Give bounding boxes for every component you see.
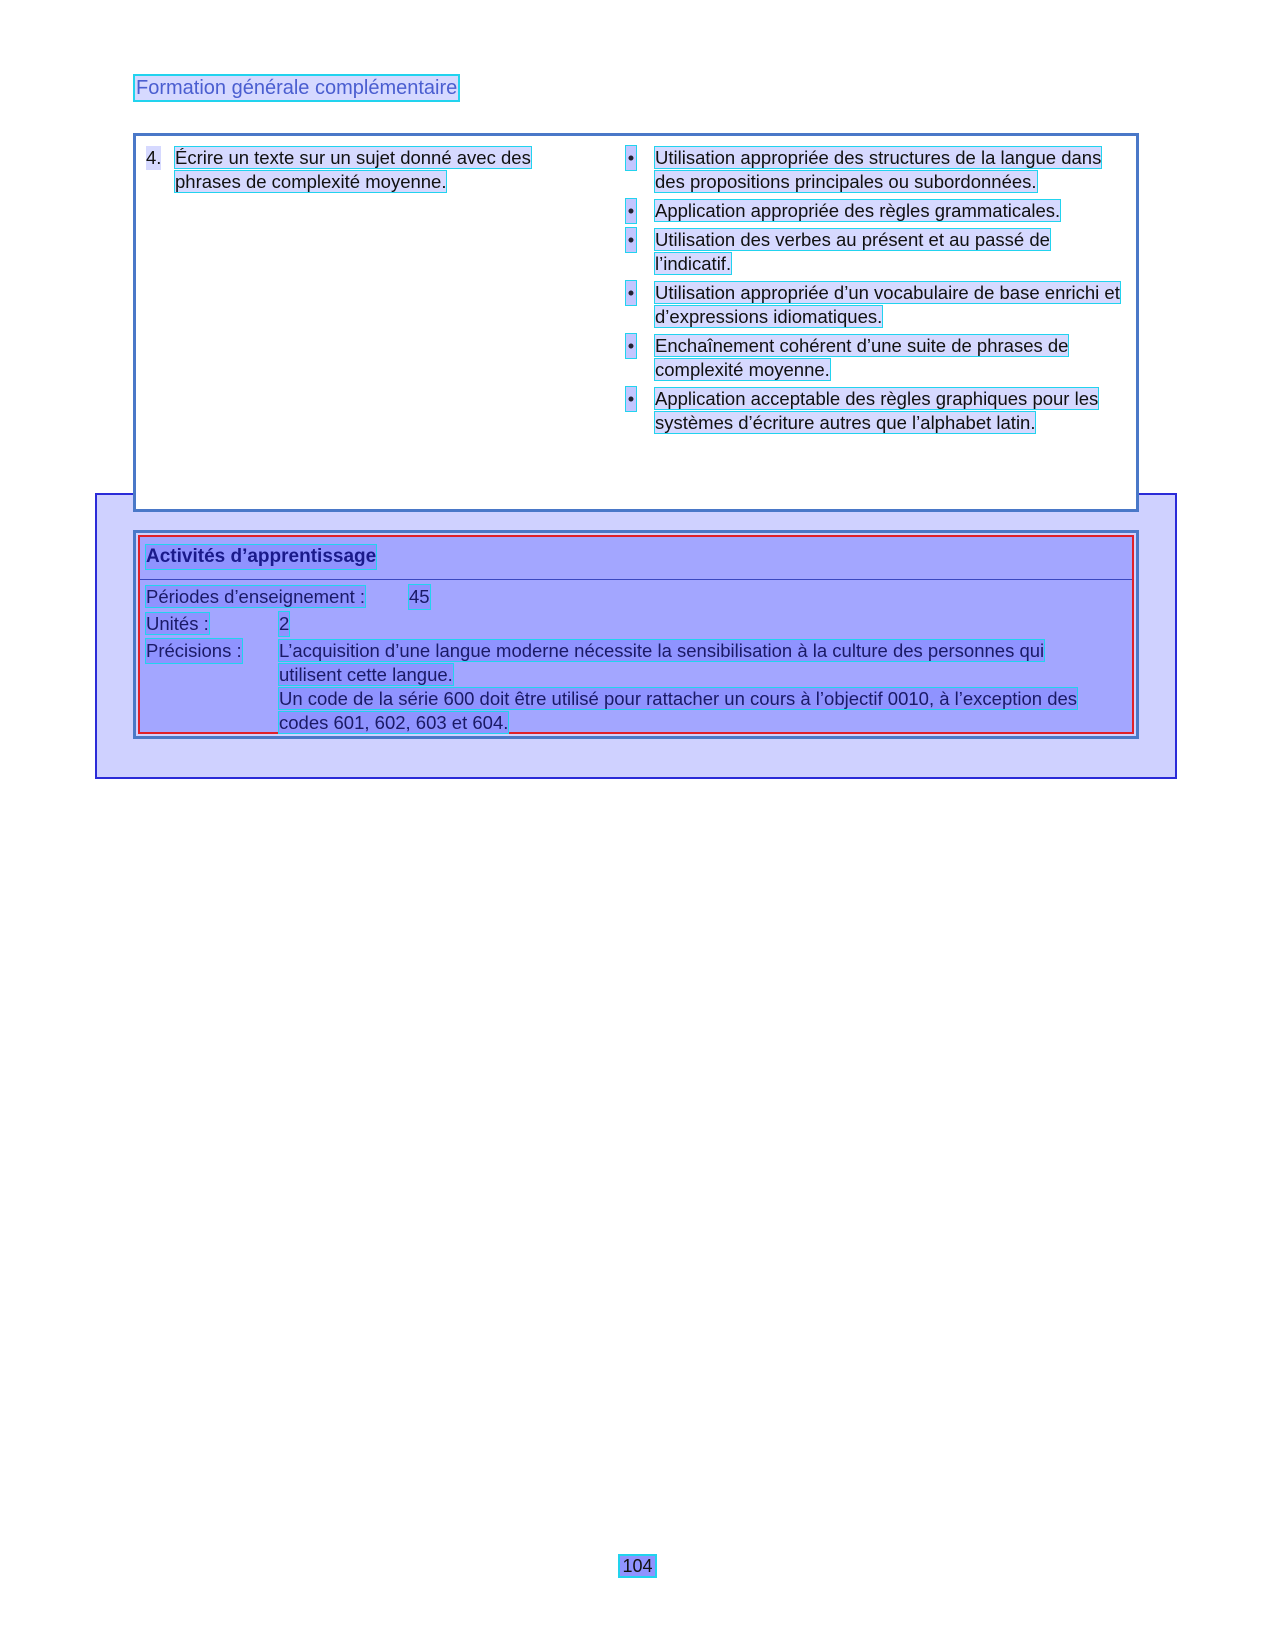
criteria-item	[626, 334, 1126, 382]
units-label: Unités :	[146, 613, 209, 634]
criteria-item-text: Utilisation appropriée d’un vocabulaire de base enrichi et d’expressions idiomatiques.	[655, 282, 1120, 327]
objective-text	[175, 146, 621, 194]
units-value: 2	[279, 613, 290, 634]
precisions-paragraph-1: L’acquisition d’une langue moderne nécessite la sensibilisation à la culture des personnes qui utilisent cette langue.	[279, 640, 1045, 685]
precisions-paragraph-2: Un code de la série 600 doit être utilisé pour rattacher un cours à l’objectif 0010, à l’exception des codes 601, 602, 603 et 604.	[279, 688, 1078, 733]
criteria-item	[626, 387, 1126, 435]
precisions-label: Précisions :	[146, 640, 242, 661]
objective-text-line-2: phrases de complexité moyenne.	[175, 171, 447, 192]
precisions-text	[279, 639, 1109, 735]
bullet-icon: •	[627, 388, 635, 409]
objective-table	[133, 133, 1139, 512]
criteria-item	[626, 281, 1126, 329]
bullet-icon: •	[627, 200, 635, 221]
bullet-icon: •	[627, 282, 635, 303]
criteria-item-text: Utilisation des verbes au présent et au passé de l’indicatif.	[655, 229, 1050, 274]
criteria-item-text: Utilisation appropriée des structures de la langue dans des propositions principales ou subordonnées.	[655, 147, 1102, 192]
units-row	[146, 612, 290, 636]
objective-text-line-1: Écrire un texte sur un sujet donné avec des	[175, 147, 531, 168]
section-title: Formation générale complémentaire	[136, 77, 458, 99]
teaching-periods-row	[146, 585, 430, 609]
bullet-icon: •	[627, 147, 635, 168]
teaching-periods-label: Périodes d’enseignement :	[146, 586, 366, 607]
learning-activities-box	[133, 530, 1139, 739]
divider	[140, 579, 1132, 580]
performance-criteria-list	[626, 146, 1126, 440]
teaching-periods-value: 45	[409, 586, 430, 607]
learning-activities-content	[138, 535, 1134, 734]
learning-activities-title: Activités d’apprentissage	[146, 546, 377, 567]
bullet-icon: •	[627, 335, 635, 356]
criteria-item	[626, 228, 1126, 276]
criteria-item-text: Enchaînement cohérent d’une suite de phrases de complexité moyenne.	[655, 335, 1069, 380]
criteria-item-text: Application appropriée des règles grammaticales.	[655, 200, 1061, 221]
criteria-item	[626, 146, 1126, 194]
page-number	[0, 1556, 1275, 1577]
objective-number: 4.	[146, 147, 162, 168]
bullet-icon: •	[627, 229, 635, 250]
page-number-text: 104	[622, 1556, 653, 1576]
objective-statement	[146, 146, 621, 194]
criteria-item	[626, 199, 1126, 223]
criteria-item-text: Application acceptable des règles graphiques pour les systèmes d’écriture autres que l’alphabet latin.	[655, 388, 1099, 433]
